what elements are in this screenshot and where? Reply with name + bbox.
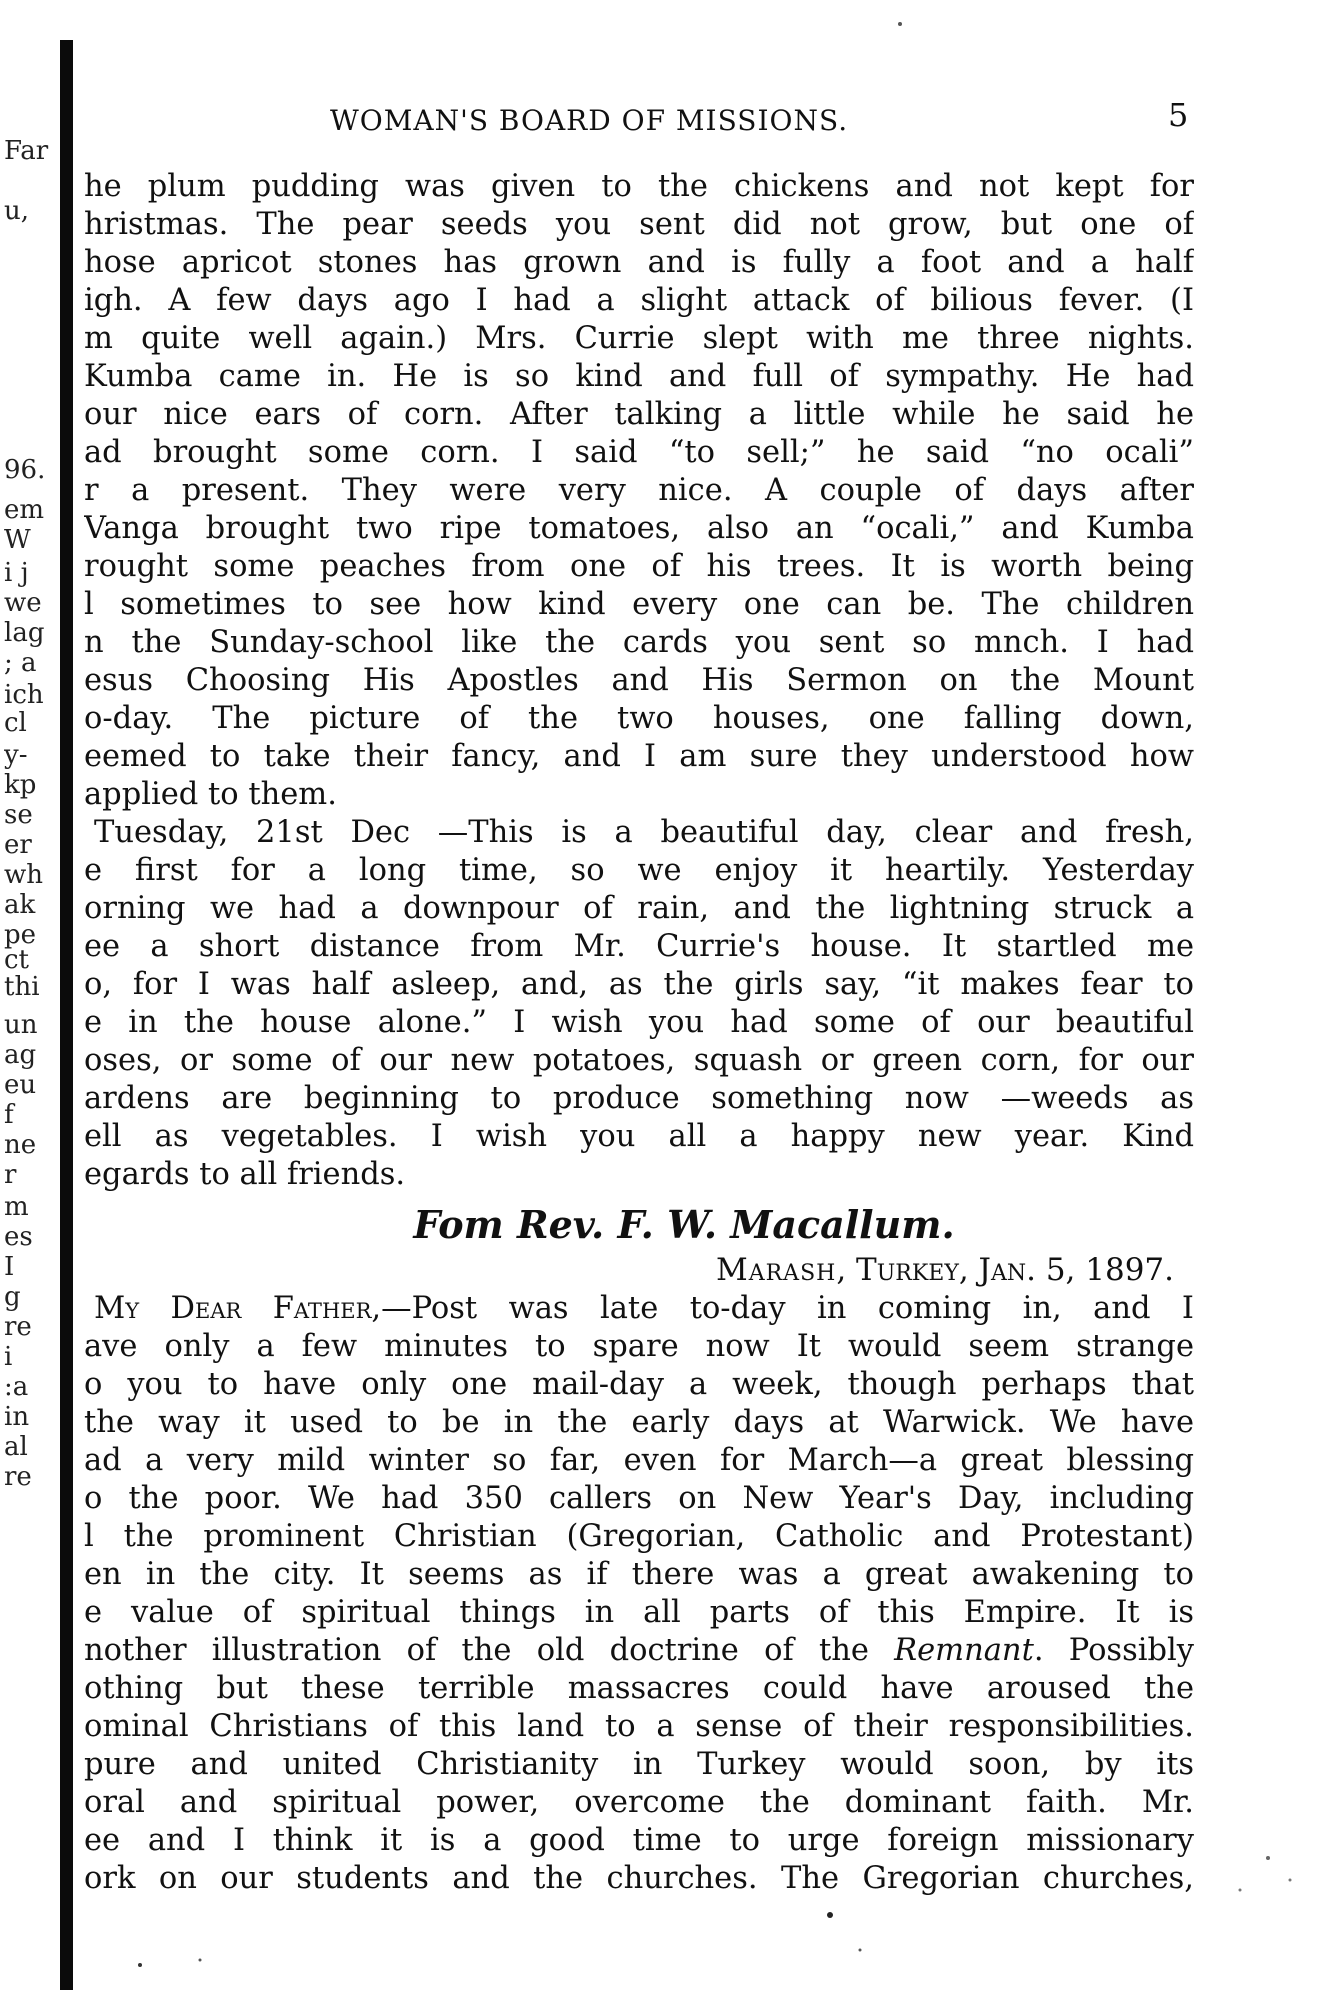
text-line: ad a very mild winter so far, even for March—a great blessing	[84, 1443, 1194, 1478]
letter-1	[84, 168, 1194, 1194]
margin-fragment: m	[4, 1192, 29, 1222]
text-line: ee and I think it is a good time to urge foreign missionary	[84, 1823, 1194, 1858]
margin-fragment: al	[4, 1432, 28, 1462]
text-line: orning we had a downpour of rain, and the lightning struck a	[84, 891, 1194, 926]
margin-fragment: W	[4, 525, 31, 555]
margin-fragment: Far	[4, 136, 49, 166]
text-line: oral and spiritual power, overcome the dominant faith. Mr.	[84, 1785, 1194, 1820]
body-text	[84, 168, 1194, 1898]
text-line: ork on our students and the churches. The Gregorian churches,	[84, 1861, 1194, 1896]
text-line: Kumba came in. He is so kind and full of sympathy. He had	[84, 359, 1194, 394]
dateline-place: Marash	[715, 1252, 837, 1288]
remnant-word: Remnant	[894, 1633, 1034, 1668]
text-line: e value of spiritual things in all parts of this Empire. It is	[84, 1595, 1194, 1630]
margin-fragment: ich	[4, 680, 44, 710]
page-number: 5	[1168, 96, 1189, 134]
text-line: o you to have only one mail-day a week, though perhaps that	[84, 1367, 1194, 1402]
margin-fragment: wh	[4, 860, 43, 890]
text-line: ad brought some corn. I said “to sell;” he said “no ocali”	[84, 435, 1194, 470]
margin-fragment: I	[4, 1252, 15, 1282]
margin-fragment: we	[4, 588, 42, 618]
margin-fragment: u,	[4, 196, 30, 226]
text-line: Vanga brought two ripe tomatoes, also an “ocali,” and Kumba	[84, 511, 1194, 546]
letter-2	[84, 1290, 1194, 1898]
text-line: n the Sunday-school like the cards you sent so mnch. I had	[84, 625, 1194, 660]
margin-fragment: :a	[4, 1372, 29, 1402]
margin-fragment: em	[4, 495, 45, 525]
salutation: My Dear Father,	[94, 1291, 382, 1326]
margin-fragment: re	[4, 1312, 32, 1342]
margin-fragment: i	[4, 1342, 13, 1372]
margin-fragment: re	[4, 1462, 32, 1492]
salutation-continuation: —Post was late to-day in coming in, and I	[381, 1291, 1194, 1326]
text-line: r a present. They were very nice. A couple of days after	[84, 473, 1194, 508]
margin-fragment: eu	[4, 1070, 37, 1100]
margin-fragment: y-	[4, 740, 28, 770]
text-line: pure and united Christianity in Turkey would soon, by its	[84, 1747, 1194, 1782]
margin-fragment: kp	[4, 770, 37, 800]
text-line: applied to them.	[84, 777, 337, 812]
margin-fragment: er	[4, 830, 32, 860]
text-line: ardens are beginning to produce something now —weeds as	[84, 1081, 1194, 1116]
margin-fragment: pe	[4, 920, 37, 950]
text-line: e in the house alone.” I wish you had some of our beautiful	[84, 1005, 1194, 1040]
text-line: eemed to take their fancy, and I am sure they understood how	[84, 739, 1194, 774]
text-line: o the poor. We had 350 callers on New Year's Day, including	[84, 1481, 1194, 1516]
dateline-rest: , Turkey, Jan. 5, 1897.	[836, 1252, 1174, 1288]
text-line: the way it used to be in the early days at Warwick. We have	[84, 1405, 1194, 1440]
text-line: m quite well again.) Mrs. Currie slept with me three nights.	[84, 321, 1194, 356]
margin-fragment: thi	[4, 972, 40, 1002]
dateline	[84, 1250, 1194, 1290]
binding-shadow	[60, 40, 73, 1990]
text-line-end: . Possibly	[1033, 1633, 1194, 1668]
text-line: ave only a few minutes to spare now It would seem strange	[84, 1329, 1194, 1364]
text-line: esus Choosing His Apostles and His Sermon on the Mount	[84, 663, 1194, 698]
text-line: hose apricot stones has grown and is fully a foot and a half	[84, 245, 1194, 280]
margin-fragment: 96.	[4, 455, 46, 485]
margin-fragment: un	[4, 1010, 38, 1040]
text-line: othing but these terrible massacres could have aroused the	[84, 1671, 1194, 1706]
margin-fragment: lag	[4, 618, 45, 648]
text-line: o-day. The picture of the two houses, one falling down,	[84, 701, 1194, 736]
margin-fragment: in	[4, 1402, 30, 1432]
margin-fragment: ag	[4, 1040, 37, 1070]
text-line: Tuesday, 21st Dec —This is a beautiful day, clear and fresh,	[94, 815, 1194, 850]
text-line: rought some peaches from one of his trees. It is worth being	[84, 549, 1194, 584]
margin-fragment: ct	[4, 945, 30, 975]
margin-fragment: ; a	[4, 648, 37, 678]
margin-fragment: cl	[4, 708, 27, 738]
text-line: hristmas. The pear seeds you sent did not grow, but one of	[84, 207, 1194, 242]
margin-fragment: i j	[4, 558, 29, 588]
margin-fragment: f	[4, 1100, 14, 1130]
text-line: en in the city. It seems as if there was a great awakening to	[84, 1557, 1194, 1592]
text-line: our nice ears of corn. After talking a little while he said he	[84, 397, 1194, 432]
margin-fragment: es	[4, 1222, 33, 1252]
text-line: e first for a long time, so we enjoy it heartily. Yesterday	[84, 853, 1194, 888]
text-line: ominal Christians of this land to a sense of their responsibilities.	[84, 1709, 1194, 1744]
margin-fragment: ak	[4, 890, 36, 920]
margin-fragment: ne	[4, 1130, 37, 1160]
text-line-start: nother illustration of the old doctrine of the	[84, 1633, 895, 1668]
text-line	[84, 1632, 1194, 1670]
margin-fragment: g	[4, 1282, 21, 1312]
text-line: l the prominent Christian (Gregorian, Catholic and Protestant)	[84, 1519, 1194, 1554]
margin-fragment: r	[4, 1160, 17, 1190]
text-line	[84, 1290, 1194, 1328]
text-line: ell as vegetables. I wish you all a happy new year. Kind	[84, 1119, 1194, 1154]
text-line: oses, or some of our new potatoes, squash or green corn, for our	[84, 1043, 1194, 1078]
text-line: o, for I was half asleep, and, as the girls say, “it makes fear to	[84, 967, 1194, 1002]
text-line: egards to all friends.	[84, 1157, 406, 1192]
text-line: ee a short distance from Mr. Currie's house. It startled me	[84, 929, 1194, 964]
running-header: WOMAN'S BOARD OF MISSIONS.	[330, 104, 849, 137]
text-line: l sometimes to see how kind every one can be. The children	[84, 587, 1194, 622]
text-line: igh. A few days ago I had a slight attack of bilious fever. (I	[84, 283, 1194, 318]
margin-fragment: se	[4, 800, 33, 830]
text-line: he plum pudding was given to the chickens and not kept for	[84, 169, 1194, 204]
section-heading: Fom Rev. F. W. Macallum.	[413, 1202, 955, 1247]
